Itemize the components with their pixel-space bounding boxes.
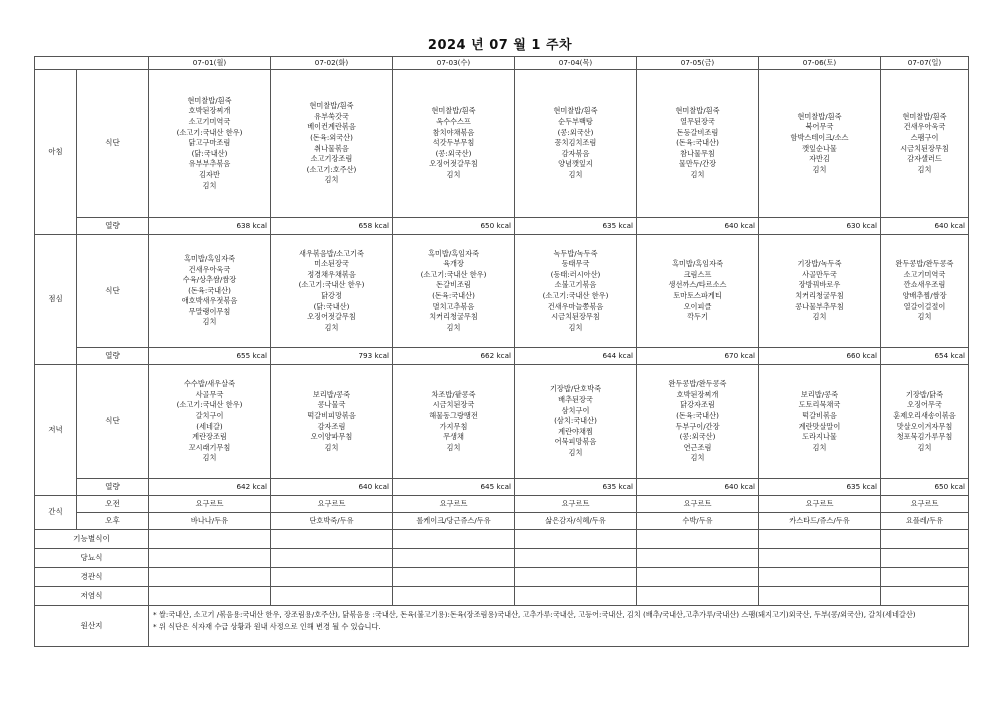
- table-row: [35, 365, 969, 479]
- menu-item: 닭고구마조림: [188, 138, 231, 148]
- calorie-value: 655 kcal: [149, 348, 271, 365]
- menu-item: 양배추찜/쌈장: [902, 291, 947, 300]
- menu-item: 완두콩밥/완두콩죽: [668, 379, 727, 389]
- menu-item: 현미찰밥/흰죽: [902, 111, 947, 121]
- menu-cell: [881, 70, 969, 218]
- menu-item: 꽁치김치조림: [554, 138, 597, 148]
- menu-item: 크림스프: [683, 269, 712, 279]
- calorie-value: 644 kcal: [515, 348, 637, 365]
- special-diet-cell: [149, 549, 271, 568]
- special-diet-label: 당뇨식: [35, 549, 149, 568]
- menu-item: 김치: [202, 453, 217, 463]
- special-diet-cell: [759, 549, 881, 568]
- menu-label: 식단: [77, 365, 149, 479]
- menu-cell: [515, 235, 637, 348]
- menu-item: 해물동그랑땡전: [429, 410, 478, 420]
- special-diet-cell: [515, 587, 637, 606]
- table-row: [35, 235, 969, 348]
- menu-item: 현미찰밥/흰죽: [309, 101, 354, 111]
- menu-item: 김치: [324, 175, 339, 185]
- menu-item: 흑미밥/흑임자죽: [183, 253, 236, 263]
- menu-item: 김치: [568, 169, 583, 179]
- menu-item: 수육/상추쌈/쌈장: [182, 275, 237, 285]
- calorie-value: 640 kcal: [881, 218, 969, 235]
- special-diet-cell: [393, 568, 515, 587]
- menu-item: 동태무국: [561, 259, 590, 269]
- menu-item: 건새우마늘쫑볶음: [547, 301, 604, 311]
- menu-item: (소고기:국내산 한우): [298, 280, 365, 290]
- calorie-value: 635 kcal: [759, 479, 881, 496]
- menu-item: 토마토스파게티: [673, 291, 722, 300]
- menu-item: 생선까스/타르소스: [668, 280, 727, 290]
- calorie-value: 660 kcal: [759, 348, 881, 365]
- menu-item: 베이컨계란볶음: [307, 122, 356, 132]
- menu-item: 현미찰밥/흰죽: [431, 106, 476, 116]
- special-diet-cell: [271, 530, 393, 549]
- calorie-value: 635 kcal: [515, 479, 637, 496]
- menu-cell: [149, 235, 271, 348]
- snack-cell: 삶은감자/식혜/두유: [515, 513, 637, 530]
- menu-item: 건새우아욱국: [188, 264, 231, 274]
- menu-item: 물만두/간장: [678, 159, 717, 169]
- special-diet-cell: [637, 587, 759, 606]
- special-diet-cell: [759, 587, 881, 606]
- menu-item: (돈육:국내산): [188, 285, 231, 295]
- menu-item: (소고기:국내산 한우): [176, 127, 243, 137]
- menu-item: 김치: [202, 317, 217, 327]
- menu-item: 김치: [324, 322, 339, 332]
- menu-item: 완두콩밥/완두콩죽: [895, 259, 954, 269]
- menu-item: 깐쇼새우조림: [903, 280, 946, 290]
- menu-item: 가지무침: [439, 421, 468, 431]
- origin-text: [149, 606, 969, 647]
- menu-item: (콩:외국산): [435, 148, 472, 158]
- day-header: 07-01(월): [149, 57, 271, 70]
- menu-label: 식단: [77, 235, 149, 348]
- day-header: 07-04(목): [515, 57, 637, 70]
- menu-item: 오징어무국: [907, 400, 942, 410]
- menu-item: 열갈이걸절이: [903, 301, 946, 311]
- snack-cell: 수박/두유: [637, 513, 759, 530]
- menu-item: 기장밥/닭죽: [905, 389, 944, 399]
- menu-cell: [881, 365, 969, 479]
- menu-item: 호박된장찌개: [188, 106, 231, 116]
- menu-item: 흑미밥/흑임자죽: [427, 248, 480, 258]
- menu-item: 양념깻잎지: [558, 159, 593, 169]
- calorie-value: 630 kcal: [759, 218, 881, 235]
- special-diet-cell: [881, 549, 969, 568]
- table-row: [35, 70, 969, 218]
- menu-item: 계란맛살말이: [798, 421, 841, 431]
- menu-item: 옥수수스프: [436, 117, 471, 127]
- menu-item: 보리밥/콩죽: [800, 389, 839, 399]
- menu-item: 애호박새우젓볶음: [181, 296, 238, 306]
- menu-cell: [149, 365, 271, 479]
- menu-item: 멸치고추볶음: [432, 301, 475, 311]
- menu-item: 연근조림: [683, 442, 712, 452]
- meal-name: 아침: [35, 70, 77, 235]
- table-row: [35, 479, 969, 496]
- calorie-value: 650 kcal: [393, 218, 515, 235]
- menu-item: 배추된장국: [558, 395, 593, 405]
- table-row: [35, 218, 969, 235]
- menu-item: (소고기:국내산 한우): [176, 400, 243, 410]
- snack-cell: 요구르트: [393, 496, 515, 513]
- menu-item: 정경채우채볶음: [307, 269, 356, 279]
- special-diet-label: 기능별식이: [35, 530, 149, 549]
- calorie-label: 열량: [77, 479, 149, 496]
- menu-cell: [149, 70, 271, 218]
- menu-cell: [637, 70, 759, 218]
- menu-item: 보리밥/콩죽: [312, 389, 351, 399]
- menu-cell: [637, 365, 759, 479]
- menu-item: 계란장조림: [192, 432, 227, 442]
- menu-item: 유부쑥갓국: [314, 111, 349, 121]
- menu-item: (소고기:국내산 한우): [542, 291, 609, 300]
- day-header: 07-03(수): [393, 57, 515, 70]
- corner-cell: [35, 57, 149, 70]
- menu-item: 김치: [446, 322, 461, 332]
- menu-item: 김치: [324, 442, 339, 452]
- menu-item: 오징어젓갈무침: [307, 312, 356, 322]
- meal-name: 저녁: [35, 365, 77, 496]
- special-diet-cell: [515, 568, 637, 587]
- snack-cell: 요구르트: [271, 496, 393, 513]
- menu-item: 수수밥/새우살죽: [183, 379, 236, 389]
- menu-item: 김치: [812, 442, 827, 452]
- menu-item: (돈육:국내산): [432, 291, 475, 300]
- special-diet-cell: [759, 530, 881, 549]
- menu-item: 현미찰밥/흰죽: [553, 106, 598, 116]
- snack-cell: 바나나/두유: [149, 513, 271, 530]
- menu-item: 차조밥/팥콩죽: [431, 389, 476, 399]
- menu-item: 두부구이/간장: [675, 421, 720, 431]
- menu-item: (소고기:호주산): [306, 164, 357, 174]
- calorie-value: 638 kcal: [149, 218, 271, 235]
- snack-cell: 요구르트: [881, 496, 969, 513]
- menu-item: 장방꿔바로우: [798, 280, 841, 290]
- special-diet-cell: [149, 568, 271, 587]
- special-diet-cell: [271, 568, 393, 587]
- menu-item: (동태:러시아산): [550, 269, 601, 279]
- menu-cell: [271, 365, 393, 479]
- menu-item: 현미찰밥/흰죽: [797, 111, 842, 121]
- menu-item: 치커리청굴무침: [795, 291, 844, 300]
- special-diet-cell: [515, 549, 637, 568]
- menu-item: 김치: [568, 322, 583, 332]
- calorie-value: 793 kcal: [271, 348, 393, 365]
- snack-cell: 단호박죽/두유: [271, 513, 393, 530]
- menu-item: 깍두기: [687, 312, 708, 322]
- menu-item: 무생채: [443, 432, 464, 442]
- menu-item: 시금치된장무침: [551, 312, 600, 322]
- menu-item: 청포묵김가루무침: [896, 432, 953, 442]
- table-row: [35, 57, 969, 70]
- special-diet-cell: [759, 568, 881, 587]
- menu-item: 유부부추볶음: [188, 159, 231, 169]
- menu-item: 기장밥/단호박죽: [549, 384, 602, 394]
- calorie-value: 645 kcal: [393, 479, 515, 496]
- menu-item: 현미찰밥/흰죽: [675, 106, 720, 116]
- special-diet-cell: [881, 530, 969, 549]
- snack-afternoon-label: 오후: [77, 513, 149, 530]
- special-diet-cell: [637, 568, 759, 587]
- menu-cell: [515, 365, 637, 479]
- special-diet-cell: [149, 530, 271, 549]
- special-diet-cell: [393, 530, 515, 549]
- table-row: [35, 587, 969, 606]
- menu-item: 오이피클: [683, 301, 712, 311]
- menu-item: (닭:국내산): [191, 148, 228, 158]
- menu-item: 오이양파무침: [310, 432, 353, 442]
- menu-item: 삼치구이: [561, 405, 590, 415]
- menu-item: 육개장: [443, 259, 464, 269]
- menu-item: 떡갈비피망볶음: [307, 410, 356, 420]
- menu-cell: [393, 235, 515, 348]
- menu-item: 김치: [690, 453, 705, 463]
- menu-item: 김치: [917, 442, 932, 452]
- day-header: 07-07(일): [881, 57, 969, 70]
- table-row: [35, 606, 969, 647]
- special-diet-cell: [881, 568, 969, 587]
- menu-item: 김치: [446, 442, 461, 452]
- menu-label: 식단: [77, 70, 149, 218]
- menu-item: 김치: [917, 312, 932, 322]
- origin-line: * 쌀:국내산, 소고기 /볶음용:국내산 한우, 장조림용/호주산), 닭볶음용 :국내산, 돈육(불고기용):돈육(장조림용)국내산, 고추가루:국내산, 고등어:국내산, 김치 (배추/국내산,고추가루/국내산) 스팸(돼지고기)외국산, 두부(콩/외국산), 갈치(세네갈산): [153, 610, 916, 619]
- snack-cell: 요구르트: [515, 496, 637, 513]
- calorie-value: 635 kcal: [515, 218, 637, 235]
- menu-item: 취나물볶음: [314, 143, 349, 153]
- menu-cell: [759, 235, 881, 348]
- menu-item: 소고기미역국: [903, 269, 946, 279]
- special-diet-cell: [637, 530, 759, 549]
- menu-item: 도라지나물: [802, 432, 837, 442]
- special-diet-cell: [881, 587, 969, 606]
- menu-item: 훈제오리새송이볶음: [893, 410, 956, 420]
- menu-cell: [637, 235, 759, 348]
- calorie-label: 열량: [77, 348, 149, 365]
- calorie-value: 654 kcal: [881, 348, 969, 365]
- menu-item: 녹두밥/녹두죽: [553, 248, 598, 258]
- calorie-value: 662 kcal: [393, 348, 515, 365]
- menu-item: 도토리묵채국: [798, 400, 841, 410]
- table-row: [35, 496, 969, 513]
- calorie-value: 670 kcal: [637, 348, 759, 365]
- table-row: [35, 568, 969, 587]
- meal-name: 점심: [35, 235, 77, 365]
- table-row: [35, 513, 969, 530]
- menu-item: (돈육:국내산): [676, 138, 719, 148]
- calorie-value: 640 kcal: [637, 479, 759, 496]
- calorie-value: 642 kcal: [149, 479, 271, 496]
- menu-cell: [393, 365, 515, 479]
- origin-line: * 위 식단은 식자재 수급 상황과 원내 사정으로 인해 변경 될 수 있습니다.: [153, 621, 381, 631]
- weekly-menu-table: [34, 56, 969, 647]
- calorie-value: 650 kcal: [881, 479, 969, 496]
- snack-cell: 요구르트: [759, 496, 881, 513]
- menu-item: 현미찰밥/흰죽: [187, 95, 232, 105]
- snack-cell: 요구르트: [149, 496, 271, 513]
- menu-item: 김치: [568, 447, 583, 457]
- menu-cell: [881, 235, 969, 348]
- menu-item: 사골만두국: [802, 269, 837, 279]
- menu-cell: [271, 235, 393, 348]
- menu-cell: [515, 70, 637, 218]
- menu-item: 김치: [202, 180, 217, 190]
- page-title: 2024 년 07 월 1 주차: [427, 38, 573, 53]
- origin-label: 원산지: [35, 606, 149, 647]
- menu-item: 닭강정: [321, 291, 342, 300]
- special-diet-cell: [393, 549, 515, 568]
- menu-item: 스팸구이: [910, 132, 939, 142]
- menu-item: 계란야채찜: [558, 426, 593, 436]
- snack-cell: 롤케이크/당근쥬스/두유: [393, 513, 515, 530]
- menu-item: (닭:국내산): [313, 301, 350, 311]
- menu-item: 소고기미역국: [188, 117, 231, 127]
- menu-item: 닭강자조림: [680, 400, 715, 410]
- snack-morning-label: 오전: [77, 496, 149, 513]
- special-diet-label: 경관식: [35, 568, 149, 587]
- menu-item: (돈육:국내산): [676, 410, 719, 420]
- menu-item: 김치: [917, 164, 932, 174]
- menu-item: 떡갈비볶음: [802, 410, 837, 420]
- menu-item: 김치: [812, 164, 827, 174]
- menu-item: 깻잎순나물: [802, 143, 837, 153]
- special-diet-cell: [149, 587, 271, 606]
- menu-item: 감자볶음: [561, 148, 590, 158]
- snack-cell: 요구르트: [637, 496, 759, 513]
- menu-cell: [393, 70, 515, 218]
- menu-item: 감자조림: [317, 421, 346, 431]
- menu-item: 순두부백탕: [558, 117, 593, 127]
- menu-item: 참나물무침: [680, 148, 715, 158]
- snack-cell: 카스타드/쥬스/두유: [759, 513, 881, 530]
- table-row: [35, 549, 969, 568]
- calorie-value: 640 kcal: [271, 479, 393, 496]
- calorie-value: 658 kcal: [271, 218, 393, 235]
- menu-item: 흑미밥/흑임자죽: [671, 259, 724, 269]
- menu-item: (소고기:국내산 한우): [420, 269, 487, 279]
- menu-cell: [759, 365, 881, 479]
- menu-item: 돈등갈비조림: [676, 127, 719, 137]
- calorie-label: 열량: [77, 218, 149, 235]
- menu-item: 기장밥/녹두죽: [797, 259, 842, 269]
- menu-item: 어묵피망볶음: [554, 437, 597, 447]
- day-header: 07-02(화): [271, 57, 393, 70]
- menu-item: 함박스테이크/소스: [790, 132, 849, 142]
- menu-item: 오징어젓갈무침: [429, 159, 478, 169]
- menu-item: 김자반: [199, 169, 220, 179]
- menu-item: 시금치된장무침: [900, 143, 949, 153]
- menu-item: 김치: [812, 312, 827, 322]
- special-diet-cell: [393, 587, 515, 606]
- menu-item: (콩:외국산): [557, 127, 594, 137]
- menu-item: 김치: [446, 169, 461, 179]
- menu-item: 열무된장국: [680, 117, 715, 127]
- day-header: 07-05(금): [637, 57, 759, 70]
- menu-item: 자반김: [809, 154, 830, 164]
- menu-item: 사골무국: [195, 389, 224, 399]
- menu-item: 참치야채볶음: [432, 127, 475, 137]
- special-diet-cell: [515, 530, 637, 549]
- menu-item: 돈갈비조림: [436, 280, 471, 290]
- menu-cell: [759, 70, 881, 218]
- special-diet-cell: [271, 549, 393, 568]
- table-row: [35, 348, 969, 365]
- menu-item: 콩나물국: [317, 400, 346, 410]
- menu-item: (돈육:외국산): [310, 132, 353, 142]
- menu-item: 미소된장국: [314, 259, 349, 269]
- menu-item: 김치: [690, 169, 705, 179]
- special-diet-label: 저염식: [35, 587, 149, 606]
- menu-item: 호박된장찌개: [676, 389, 719, 399]
- menu-item: (세네갈): [196, 421, 223, 431]
- calorie-value: 640 kcal: [637, 218, 759, 235]
- special-diet-cell: [637, 549, 759, 568]
- table-row: [35, 530, 969, 549]
- menu-item: (콩:외국산): [679, 432, 716, 442]
- menu-item: 콩나물부추무침: [795, 301, 844, 311]
- menu-cell: [271, 70, 393, 218]
- menu-item: 북어무국: [805, 122, 834, 132]
- menu-item: 소불고기볶음: [554, 280, 597, 290]
- snack-label: 간식: [35, 496, 77, 530]
- menu-item: 소고기장조림: [310, 154, 353, 164]
- special-diet-cell: [271, 587, 393, 606]
- menu-item: 맛살오이겨자무침: [896, 421, 953, 431]
- day-header: 07-06(토): [759, 57, 881, 70]
- menu-item: 무말랭이무침: [188, 306, 231, 316]
- menu-item: 갈치구이: [195, 410, 224, 420]
- menu-item: 건새우아욱국: [903, 122, 946, 132]
- menu-item: 새우볶음밥/소고기죽: [299, 248, 364, 258]
- menu-item: 꼬시래기무침: [188, 442, 231, 452]
- menu-item: 석갓두부무침: [432, 138, 475, 148]
- menu-item: (삼치:국내산): [554, 416, 597, 426]
- menu-item: 치커리청굴무침: [429, 312, 478, 322]
- menu-item: 감자샐러드: [907, 154, 942, 164]
- snack-cell: 요플레/두유: [881, 513, 969, 530]
- menu-item: 시금치된장국: [432, 400, 475, 410]
